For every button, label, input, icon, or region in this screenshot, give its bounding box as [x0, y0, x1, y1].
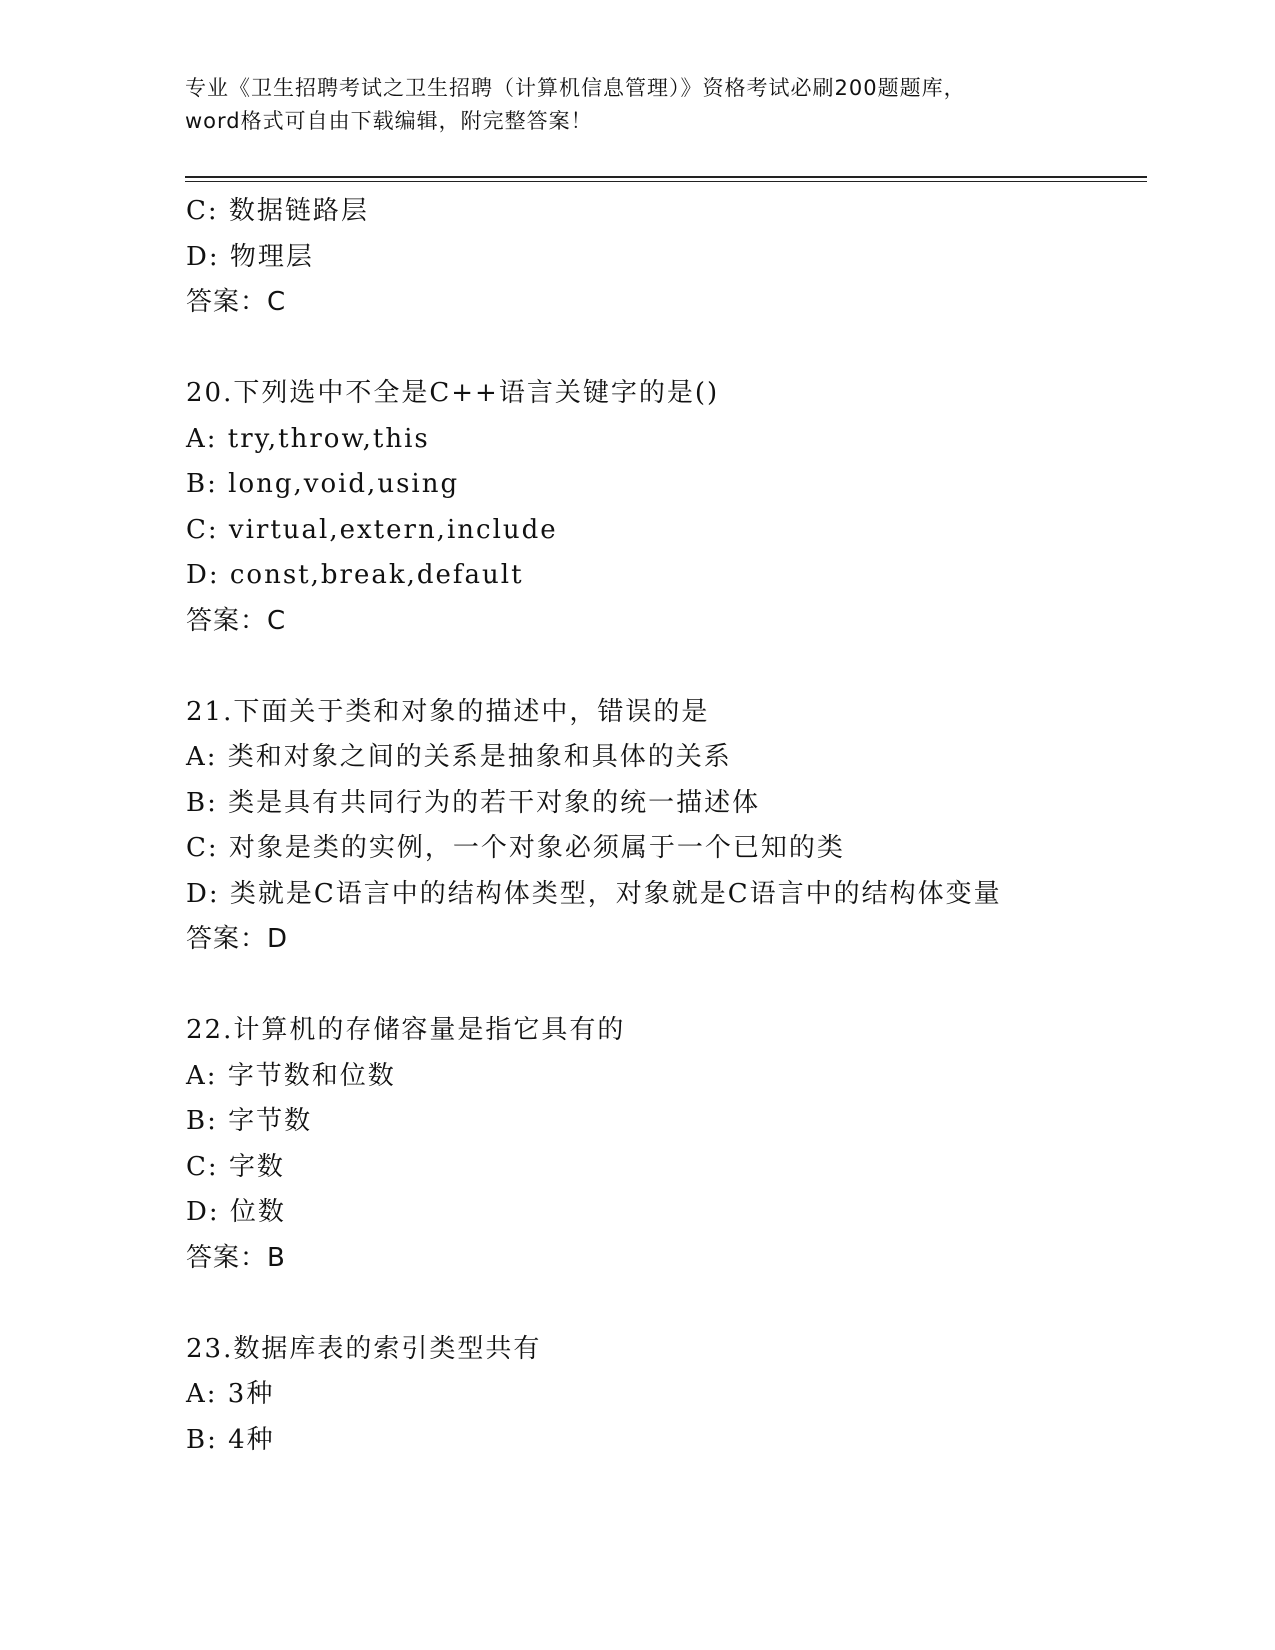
- option-c: C: 字数: [186, 1151, 285, 1182]
- option-c: C: 对象是类的实例，一个对象必须属于一个已知的类: [186, 833, 845, 863]
- question-20: [186, 371, 1146, 644]
- question-stem: 23.数据库表的索引类型共有: [186, 1333, 542, 1364]
- header-title-line-1: 专业《卫生招聘考试之卫生招聘（计算机信息管理）》资格考试必刷200题题库，: [185, 76, 966, 100]
- document-header: [185, 72, 1085, 138]
- option-b: B: 4种: [186, 1424, 275, 1455]
- spacer: [186, 963, 1146, 1009]
- question-21: [186, 690, 1146, 963]
- option-b: B: 类是具有共同行为的若干对象的统一描述体: [186, 787, 761, 818]
- answer: 答案：C: [186, 287, 287, 317]
- option-c: C: 数据链路层: [186, 196, 369, 226]
- header-divider-thick: [185, 176, 1147, 178]
- option-a: A: 类和对象之间的关系是抽象和具体的关系: [186, 742, 732, 772]
- answer: 答案：D: [186, 924, 289, 954]
- option-d: D: 位数: [186, 1197, 286, 1227]
- question-19-tail: [186, 189, 1146, 326]
- option-d: D: 类就是C语言中的结构体类型，对象就是C语言中的结构体变量: [186, 878, 1002, 909]
- question-stem: 20.下列选中不全是C++语言关键字的是(): [186, 378, 720, 408]
- option-b: B: 字节数: [186, 1106, 313, 1136]
- option-d: D: 物理层: [186, 241, 314, 272]
- spacer: [186, 644, 1146, 690]
- option-a: A: 3种: [186, 1379, 275, 1409]
- option-c: C: virtual,extern,include: [186, 514, 558, 545]
- option-d: D: const,break,default: [186, 560, 524, 590]
- header-divider-thin: [185, 181, 1147, 182]
- question-stem: 22.计算机的存储容量是指它具有的: [186, 1015, 626, 1045]
- question-23: [186, 1327, 1146, 1464]
- question-22: [186, 1008, 1146, 1281]
- answer: 答案：C: [186, 605, 287, 636]
- option-a: A: 字节数和位数: [186, 1060, 396, 1091]
- spacer: [186, 1281, 1146, 1327]
- header-title-line-2: word格式可自由下载编辑，附完整答案！: [185, 109, 593, 133]
- question-list: [186, 189, 1146, 1463]
- answer: 答案：B: [186, 1242, 286, 1273]
- spacer: [186, 326, 1146, 372]
- option-b: B: long,void,using: [186, 469, 460, 499]
- option-a: A: try,throw,this: [186, 423, 430, 454]
- question-stem: 21.下面关于类和对象的描述中，错误的是: [186, 696, 710, 727]
